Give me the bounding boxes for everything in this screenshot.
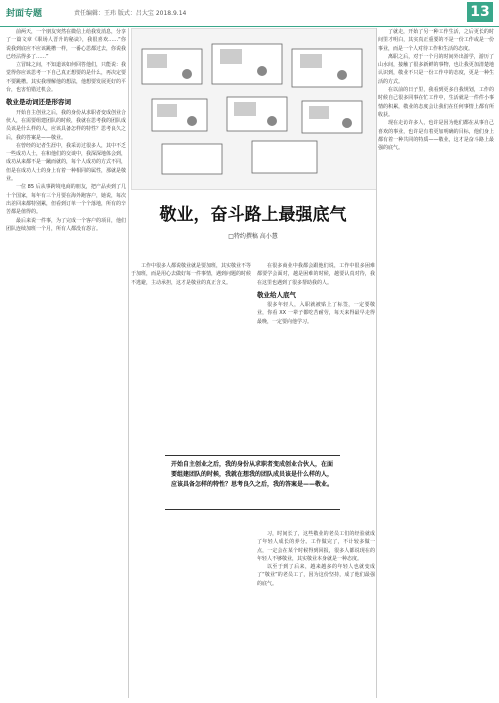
page-number: 13 [467, 2, 493, 22]
paragraph: 习，时间长了，这些敬业的老员工们的经验就成了年轻人成长的养分。工作做完了，不计较多做一点，一定会在某个时候得到回报，很多人都说现在的年轻人不够敬业，其实敬业本身就是一种态度。 [257, 531, 375, 562]
column-divider [128, 28, 129, 698]
editor-meta: 责任编辑：王玮 版式：吕大宝 2018.9.14 [74, 10, 187, 17]
article-title-block [131, 190, 375, 250]
article-column-middle-bottom [257, 530, 375, 698]
paragraph: 最后来说一件事，为了完成一个客户的项目，他们团队连续加班一个月，所有人都没有怨言。 [6, 217, 127, 232]
paragraph: 现在走访许多人，也许是因为他们都在从事自己喜欢的事业，也许是有着更加明确的目标，他们身上都有着一种共同的特质——敬业，这才是奋斗路上最强的底气。 [378, 120, 494, 152]
article-byline: □特约撰稿 高小慧 [228, 233, 278, 240]
column-divider [376, 28, 377, 698]
paragraph: 在很多商业中我都会跟他们说，工作中很多困难都要学会面对，越是困难的时候，越要认真对待，我在这里也遇到了很多帮助我的人。 [257, 263, 375, 286]
subheading: 敬业是动词还是形容词 [6, 98, 71, 107]
paragraph: 开始自主创业之后，我的身份从求职者变成创业合伙人，在需要组建团队的时候，我就在思考我的团队成员该是什么样的人，应该具备怎样的特性？思考良久之后，我的答案是——敬业。 [6, 109, 127, 141]
article-column-middle-right [257, 262, 375, 462]
paragraph: 在以前的日子里，我看到更多自我规划，工作的时候自己很多同事在忙工作中，生活就是一件件小事情的积累，敬业的态度会让我们在任何事情上都有所收获。 [378, 87, 494, 118]
paragraph: 以至于到了后来，越来越多的年轻人也就变成了“敬业”的老员工了，因为这份坚持，成了他们最强的底气。 [257, 564, 375, 587]
office-drawing [132, 29, 376, 189]
paragraph: 很多年轻人，入职就被贴上了标签，一定要敬业，你看 XX 一辈子都吃苦耐劳，每天来得最早走得最晚，一定要向他学习。 [257, 302, 375, 325]
paragraph: 一位 85 后从事跨境电商的朋友，把产品卖到了几十个国家，每年有三个月要在海外跑客户，她说，每次出差回来都特别累，但看到订单一个个落地，所有的辛苦都是值得的。 [6, 184, 127, 216]
paragraph: 在曾经的记者生涯中，我采访过很多人，其中不乏一些成功人士，在和他们的交谈中，我深深地体会到，成功从来都不是一蹴而就的，每个人成功的方式不同，但是在成功人士的身上有着一种相同的属性，那就是敬业。 [6, 142, 127, 183]
article-column-left [6, 28, 126, 698]
page-header [0, 0, 499, 27]
paragraph: 离职之后，对于一个月的时间外出游学，游历了山水间，接触了很多新鲜的事物，也让我更加清楚地认识到，敬业不只是一份工作中的态度，更是一种生活的方式。 [378, 53, 494, 85]
paragraph: 了就走，开始了另一种工作生活，之后更长的时间里才明白，其实真正重要的不是一份工作或是一份事业，而是一个人对待工作和生活的态度。 [378, 29, 494, 52]
article-column-middle-left [131, 262, 251, 452]
office-illustration [131, 28, 377, 190]
paragraph: 工作中很多人都说敬业就是要加班，其实敬业不等于加班，而是用心去做好每一件事情，遇到问题的时候不逃避，主动承担，这才是敬业的真正含义。 [131, 263, 252, 286]
paragraph: 前两天，一个朋友突然在微信上给我发消息，分享了一篇文章《职场人晋升的秘诀》，我很喜欢……“你说我到底应不应该跳槽一样，一番心思都过去，你说我已经沾得多了……” [6, 29, 127, 60]
paragraph: 立冒昧之间，不知道该如何回答他们，只能说：我觉得你应该思考一下自己真正想要的是什么，再决定要不要跳槽。其实我理解他的想法，他想要发展更好的平台，也害怕错过机会。 [6, 62, 127, 94]
article-title: 敬业，奋斗路上最强底气 [159, 205, 347, 225]
section-label: 封面专题 [6, 9, 43, 19]
pull-quote: 开始自主创业之后，我的身份从求职者变成创业合伙人，在面要组建团队的时候，我就在想我的团队成员该是什么样的人，应该具备怎样的特性？思考良久之后，我的答案是——敬业。 [165, 455, 340, 510]
article-column-right [378, 28, 494, 698]
subheading: 敬业给人底气 [257, 290, 296, 299]
